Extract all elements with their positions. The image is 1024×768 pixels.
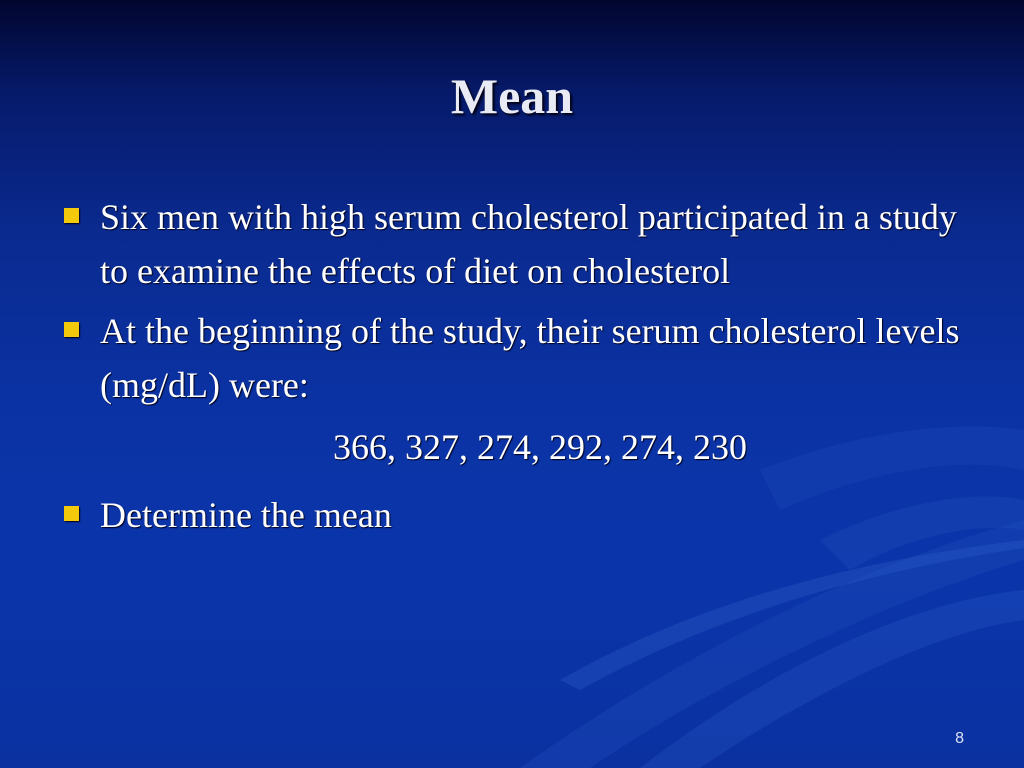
bullet-item [60, 488, 980, 542]
bullet-text: Determine the mean [100, 495, 392, 535]
square-bullet-icon [64, 208, 79, 223]
bullet-list [60, 190, 980, 548]
slide-title: Mean [450, 68, 574, 124]
cholesterol-values: 366, 327, 274, 292, 274, 230 [333, 427, 747, 467]
bullet-text: At the beginning of the study, their serum cholesterol levels (mg/dL) were: [100, 311, 960, 405]
square-bullet-icon [64, 506, 79, 521]
page-number: 8 [955, 730, 964, 747]
bullet-text: Six men with high serum cholesterol participated in a study to examine the effects of diet on cholesterol [100, 197, 957, 291]
bullet-item [60, 304, 980, 412]
bullet-item [60, 190, 980, 298]
square-bullet-icon [64, 322, 79, 337]
